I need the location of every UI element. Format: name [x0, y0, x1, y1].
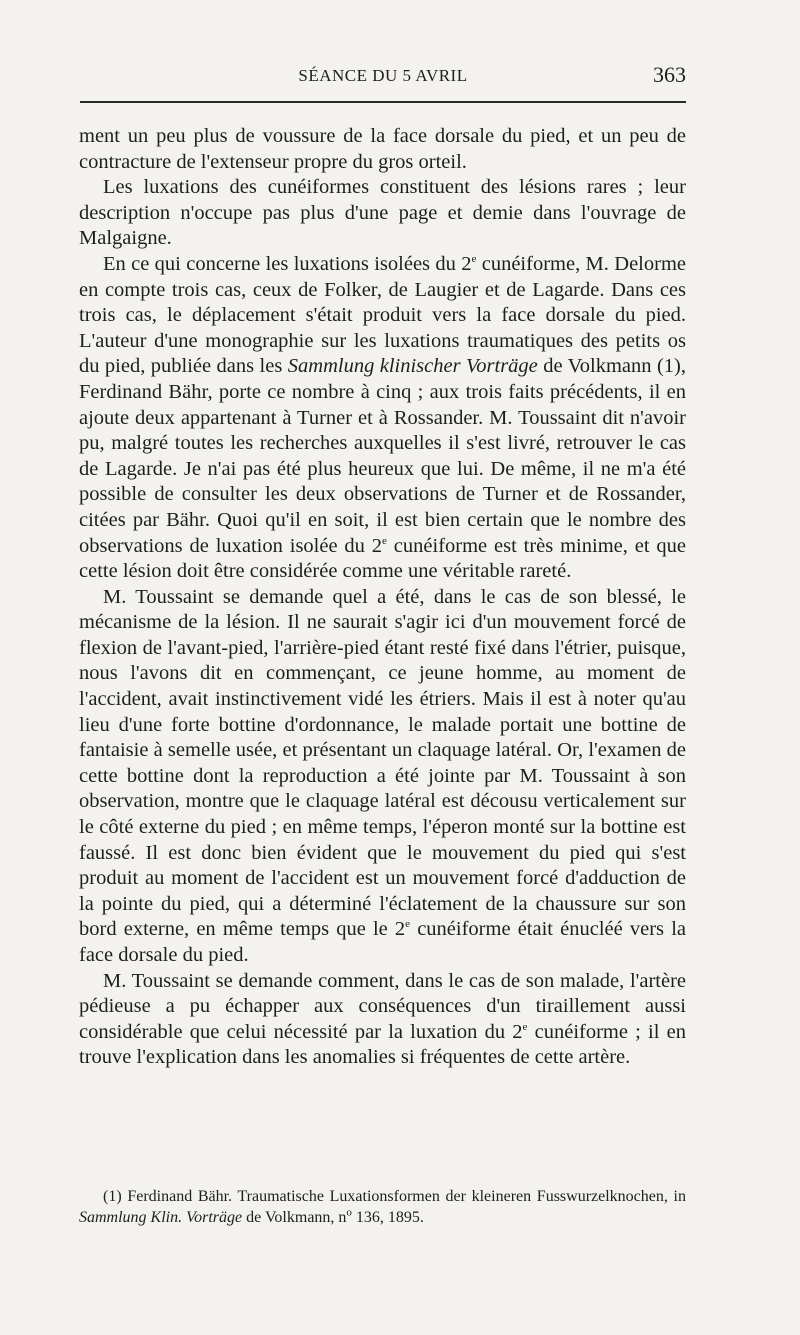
- superscript: o: [346, 1206, 352, 1219]
- superscript: e: [522, 1020, 528, 1033]
- paragraph-4: [79, 585, 686, 969]
- paragraph-3: [79, 252, 686, 585]
- footnotes: [79, 1186, 686, 1228]
- text-run: En ce qui concerne les luxations isolées du 2: [103, 252, 472, 275]
- superscript: e: [382, 534, 387, 547]
- text-run: cunéiforme ; il en trouve l'explication dans les anomalies si fréquentes de cette artère.: [79, 1020, 686, 1069]
- text-run: (1) Ferdinand Bähr. Traumatische Luxationsformen der kleineren Fusswurzelknochen, in: [103, 1188, 686, 1205]
- paragraph-2: Les luxations des cunéiformes constituent des lésions rares ; leur description n'occupe pas plus d'une page et demie dans l'ouvrage de Malgaigne.: [79, 176, 686, 250]
- italic-title: Sammlung Klin. Vorträge: [79, 1209, 243, 1226]
- text-run: cunéiforme était énucléé vers la face dorsale du pied.: [79, 918, 686, 966]
- page-header: [80, 62, 686, 92]
- text-run: cunéiforme est très minime, et que cette lésion doit être considérée comme une véritable rareté.: [79, 534, 686, 583]
- footnote-1: [79, 1186, 686, 1228]
- header-rule: [80, 101, 686, 103]
- body-text: [79, 124, 686, 1071]
- paragraph-1: ment un peu plus de voussure de la face dorsale du pied, et un peu de contracture de l'extenseur propre du gros orteil.: [79, 125, 686, 173]
- paragraph-5: [79, 969, 686, 1071]
- text-run: cunéiforme, M. Delorme en compte trois cas, ceux de Folker, de Laugier et de Lagarde. Dans ces trois cas, le déplacement s'était produit vers la face dorsale du pied. L'auteur d'une monographie sur les luxations traumatiques des petits os du pied, publiée dans les: [79, 252, 686, 378]
- text-run: de Volkmann, n: [242, 1209, 347, 1226]
- superscript: e: [405, 918, 411, 931]
- page-number: 363: [653, 62, 686, 87]
- text-run: M. Toussaint se demande comment, dans le cas de son malade, l'artère pédieuse a pu échapper aux conséquences d'un tiraillement aussi considérable que celui nécessité par la luxation du 2: [79, 969, 686, 1043]
- text-run: M. Toussaint se demande quel a été, dans le cas de son blessé, le mécanisme de la lésion. Il ne saurait s'agir ici d'un mouvement forcé de flexion de l'avant-pied, l'arrière-pied étant resté fixé dans l'étrier, puisque, nous l'avons dit en commençant, ce jeune homme, au moment de l'accident, avait instinctivement vidé les étriers. Mais il est à noter qu'au lieu d'une forte bottine d'ordonnance, le malade portait une bottine de fantaisie à semelle usée, et présentant un claquage latéral. Or, l'examen de cette bottine dont la reproduction a été jointe par M. Toussaint à son observation, montre que le claquage latéral est décousu verticalement sur le côté externe du pied ; en même temps, l'éperon monté sur la bottine est faussé. Il est donc bien évident que le mouvement du pied qui s'est produit au moment de l'accident est un mouvement forcé d'adduction de la pointe du pied, qui a déterminé l'éclatement de la chaussure sur son bord externe, en même temps que le 2: [79, 585, 686, 941]
- italic-title: Sammlung klinischer Vorträge: [287, 355, 538, 378]
- text-run: de Volkmann (1), Ferdinand Bähr, porte ce nombre à cinq ; aux trois faits précédents, il en ajoute deux appartenant à Turner et à Rossander. M. Toussaint dit n'avoir pu, malgré toutes les recherches auxquelles il s'est livré, retrouver le cas de Lagarde. Je n'ai pas été plus heureux que lui. De même, il ne m'a été possible de consulter les deux observations de Turner et de Rossander, citées par Bähr. Quoi qu'il en soit, il est bien certain que le nombre des observations de luxation isolée du 2: [79, 355, 686, 557]
- text-run: 136, 1895.: [351, 1209, 424, 1226]
- superscript: e: [471, 253, 477, 266]
- running-title: SÉANCE DU 5 AVRIL: [298, 66, 468, 85]
